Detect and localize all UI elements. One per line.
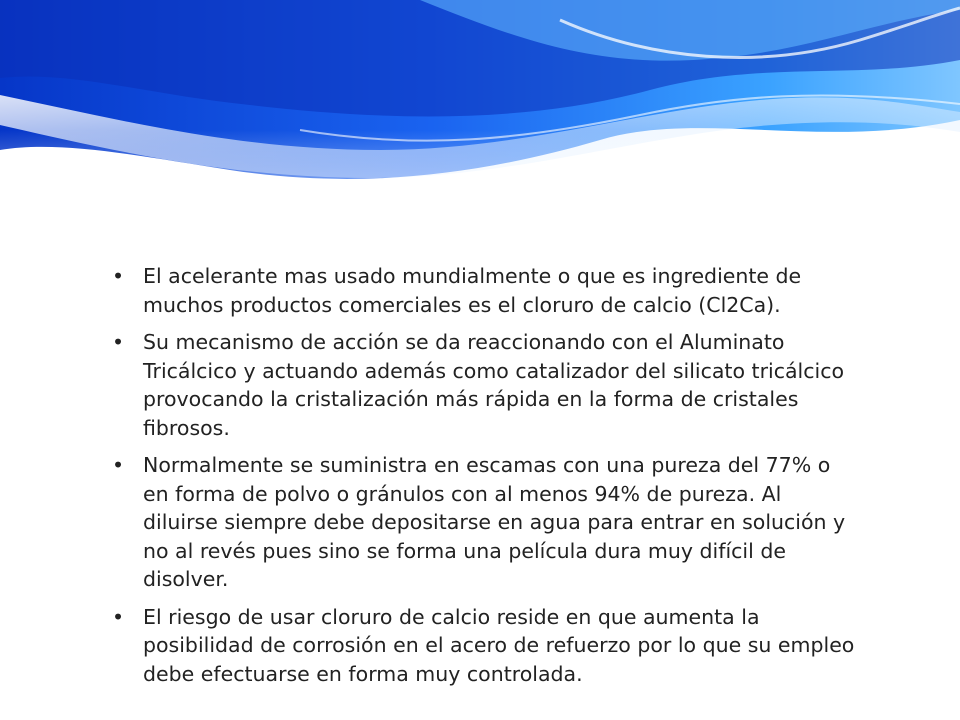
bullet-item <box>112 262 857 319</box>
bullet-text: El riesgo de usar cloruro de calcio reside en que aumenta la posibilidad de corrosión en el acero de refuerzo por lo que su empleo debe efectuarse en forma muy controlada. <box>143 604 855 686</box>
bullet-dot-icon: • <box>112 453 125 477</box>
bullet-dot-icon: • <box>112 330 125 354</box>
header-wave-graphic <box>0 0 960 260</box>
bullet-text: Su mecanismo de acción se da reaccionando con el Aluminato Tricálcico y actuando además como catalizador del silicato tricálcico provocando la cristalización más rápida en la forma de cristales fibrosos. <box>143 330 845 440</box>
bullet-item <box>112 328 857 442</box>
bullet-item <box>112 451 857 594</box>
bullet-text: El acelerante mas usado mundialmente o que es ingrediente de muchos productos comerciales es el cloruro de calcio (Cl2Ca). <box>143 264 802 317</box>
bullet-item <box>112 603 857 689</box>
bullet-text: Normalmente se suministra en escamas con una pureza del 77% o en forma de polvo o gránulos con al menos 94% de pureza. Al diluirse siempre debe depositarse en agua para entrar en solución y no al revés pues sino se forma una película dura muy difícil de disolver. <box>143 453 846 591</box>
content-area <box>112 262 857 697</box>
bullet-list <box>112 262 857 688</box>
bullet-dot-icon: • <box>112 604 125 629</box>
bullet-dot-icon: • <box>112 264 125 288</box>
